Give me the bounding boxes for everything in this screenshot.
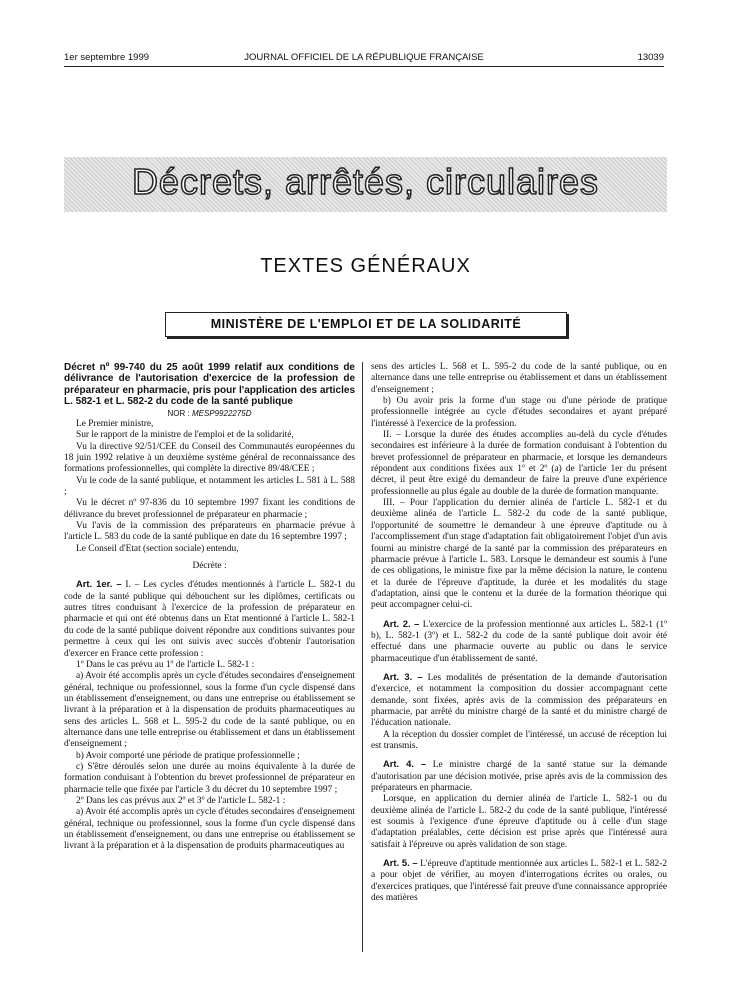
preamble-paragraph: Sur le rapport de la ministre de l'emploi et de la solidarité, [76, 430, 294, 441]
preamble-paragraph: Vu la directive 92/51/CEE du Conseil des Communautés européennes du 18 juin 1992 relative à un deuxième système général de reconnaissance des formations professionnelles, qui complète la directive 89/48/CEE ; [64, 441, 355, 475]
nor-label: NOR : [167, 408, 190, 418]
right-column [371, 362, 667, 904]
article-1-item: 2º Dans les cas prévus aux 2º et 3º de l'article L. 582-1 : [76, 795, 286, 806]
article-3-followup: A la réception du dossier complet de l'intéressé, un accusé de réception lui est transmis. [371, 729, 667, 751]
ministry-title: MINISTÈRE DE L'EMPLOI ET DE LA SOLIDARITÉ [210, 317, 522, 331]
preamble-paragraph: Le Conseil d'Etat (section sociale) entendu, [76, 543, 239, 554]
article-4-followup: Lorsque, en application du dernier alinéa de l'article L. 582-1 ou du deuxième alinéa de l'article L. 582-2 du code de la santé publique, l'intéressé est soumis à l'exigence d'une épreuve d'aptitude ou à celle d'un stage d'adaptation préalables, cette décision est prise après que l'intéressé aura satisfait à l'épreuve ou après validation de son stage. [371, 794, 667, 850]
column-divider [362, 362, 363, 952]
article-1-item: 1º Dans le cas prévu au 1º de l'article L. 582-1 : [76, 659, 255, 670]
preamble-paragraph: Le Premier ministre, [76, 418, 154, 429]
article-1-item: a) Avoir été accomplis après un cycle d'études secondaires d'enseignement général, technique ou professionnel, sous la forme d'un cycle dispensé dans un établissement d'enseignement, ou dans une entreprise ou établissement se livrant à la préparation et à la dispensation de produits pharmaceutiques au [64, 807, 355, 852]
decrete-line: Décrète : [192, 561, 227, 572]
article-3-label: Art. 3. – [383, 670, 423, 682]
article-2-text: L'exercice de la profession mentionné aux articles L. 582-1 (1º b), L. 582-1 (3º) et L. 582-2 du code de la santé publique doit avoir été effectué dans une pharmacie ouverte au public ou dans le service pharmaceutique d'un établissement de santé. [371, 619, 667, 664]
article-1-text: I. – Les cycles d'études mentionnés à l'article L. 582-1 du code de la santé publique qui débouchent sur les diplômes, certificats ou autres titres conduisant à l'exercice de la profession de préparateur en pharmacie et qui ont été obtenus dans un Etat mentionné à l'article L. 582-1 du code de la santé publique doivent répondre aux conditions suivantes pour permettre à ceux qui les ont suivis avec succès d'obtenir l'autorisation d'exercer en France cette profession : [64, 580, 356, 659]
running-header [64, 52, 664, 66]
banner-title: Décrets, arrêtés, circulaires [131, 161, 600, 202]
section-banner [64, 157, 667, 212]
nor-code: MESP9922275D [191, 408, 252, 418]
header-journal-title: JOURNAL OFFICIEL DE LA RÉPUBLIQUE FRANÇAISE [244, 52, 484, 63]
header-rule [64, 66, 664, 67]
continued-paragraph: sens des articles L. 568 et L. 595-2 du code de la santé publique, ou en alternance dans une telle entreprise ou établissement et dans un établissement d'enseignement ; [371, 362, 667, 395]
article-3 [371, 671, 667, 730]
preamble-paragraph: Vu le code de la santé publique, et notamment les articles L. 581 à L. 588 ; [64, 475, 355, 498]
section-heading: TEXTES GÉNÉRAUX [260, 255, 471, 277]
article-1-item: a) Avoir été accomplis après un cycle d'études secondaires d'enseignement général, technique ou professionnel, sous la forme d'un cycle dispensé dans un établissement d'enseignement, ou dans une entreprise ou établissement se livrant à la préparation et à la dispensation de produits pharmaceutiques au sens des articles L. 568 et L. 595-2 du code de la santé publique, ou en alternance dans une telle entreprise ou établissement et dans un établissement d'enseignement ; [64, 671, 355, 750]
article-2 [371, 618, 667, 665]
body-paragraph: III. – Pour l'application du dernier alinéa de l'article L. 582-1 et du deuxième alinéa de l'article L. 582-2 du code de la santé publique, l'opportunité de soumettre le demandeur à une épreuve d'aptitude ou à l'accomplissement d'un stage d'adaptation fait obligatoirement l'objet d'un avis fourni au ministre chargé de la santé par la commission des préparateurs en pharmacie prévue à l'article L. 583. Lorsque le demandeur est soumis à l'une de ces obligations, le ministre fixe par la même décision la nature, le contenu et la durée de l'épreuve d'aptitude, la durée et les modalités du stage d'adaptation, ainsi que le contenu et la durée de la formation théorique qui peut accompagner celui-ci. [371, 498, 667, 611]
body-paragraph: II. – Lorsque la durée des études accomplies au-delà du cycle d'études secondaires est inférieure à la durée de formation conduisant à l'obtention du brevet professionnel de préparateur en pharmacie, et lorsque les demandeurs répondent aux conditions fixées aux 1º et 2º (a) de l'article 1er du présent décret, il peut être exigé du demandeur de faire la preuve d'une expérience professionnelle au plus égale au double de la durée de formation manquante. [371, 430, 667, 497]
header-date: 1er septembre 1999 [64, 52, 150, 63]
header-page-number: 13039 [637, 52, 664, 63]
article-4-label: Art. 4. – [383, 758, 427, 770]
article-2-label: Art. 2. – [383, 617, 420, 629]
article-5 [371, 857, 667, 904]
article-4 [371, 758, 667, 794]
decree-title: Décret nº 99-740 du 25 août 1999 relatif aux conditions de délivrance de l'autorisation d'exercice de la profession de préparateur en pharmacie, pris pour l'application des articles L. 582-1 et L. 582-2 du code de la santé publique [64, 362, 355, 408]
preamble-paragraph: Vu le décret nº 97-836 du 10 septembre 1997 fixant les conditions de délivrance du brevet professionnel de préparateur en pharmacie ; [64, 498, 355, 520]
ministry-box [165, 312, 567, 337]
article-4-text: Le ministre chargé de la santé statue sur la demande d'autorisation par une décision motivée, prise après avis de la commission des préparateurs en pharmacie. [371, 760, 667, 794]
preamble-paragraph: Vu l'avis de la commission des préparateurs en pharmacie prévue à l'article L. 583 du code de la santé publique en date du 16 septembre 1997 ; [64, 521, 355, 543]
article-3-text: Les modalités de présentation de la demande d'autorisation d'exercice, et notamment la composition du dossier accompagnant cette demande, sont fixées, après avis de la commission des préparateurs en pharmacie, par arrêté du ministre chargé de la santé et du ministre chargé de l'éducation nationale. [371, 672, 668, 729]
article-1-item: b) Avoir comporté une période de pratique professionnelle ; [76, 750, 300, 761]
nor-reference [64, 408, 355, 419]
article-5-label: Art. 5. – [383, 857, 418, 869]
article-5-text: L'épreuve d'aptitude mentionnée aux articles L. 582-1 et L. 582-2 a pour objet de vérifier, au moyen d'interrogations écrites ou orales, ou d'exercices pratiques, que l'intéressé fait preuve d'une connaissance appropriée des matières [371, 859, 668, 904]
article-1 [64, 578, 355, 659]
article-1-item: c) S'être déroulés selon une durée au moins équivalente à la durée de formation conduisant à l'obtention du brevet professionnel de préparateur en pharmacie telle que fixée par l'article 3 du décret du 10 septembre 1997 ; [64, 761, 355, 795]
left-column [64, 362, 355, 853]
body-paragraph: b) Ou avoir pris la forme d'un stage ou d'une période de pratique professionnelle intégrée au cycle d'études secondaires et ayant préparé l'intéressé à l'exercice de la profession. [371, 396, 667, 429]
article-1-label: Art. 1er. – [76, 578, 122, 590]
